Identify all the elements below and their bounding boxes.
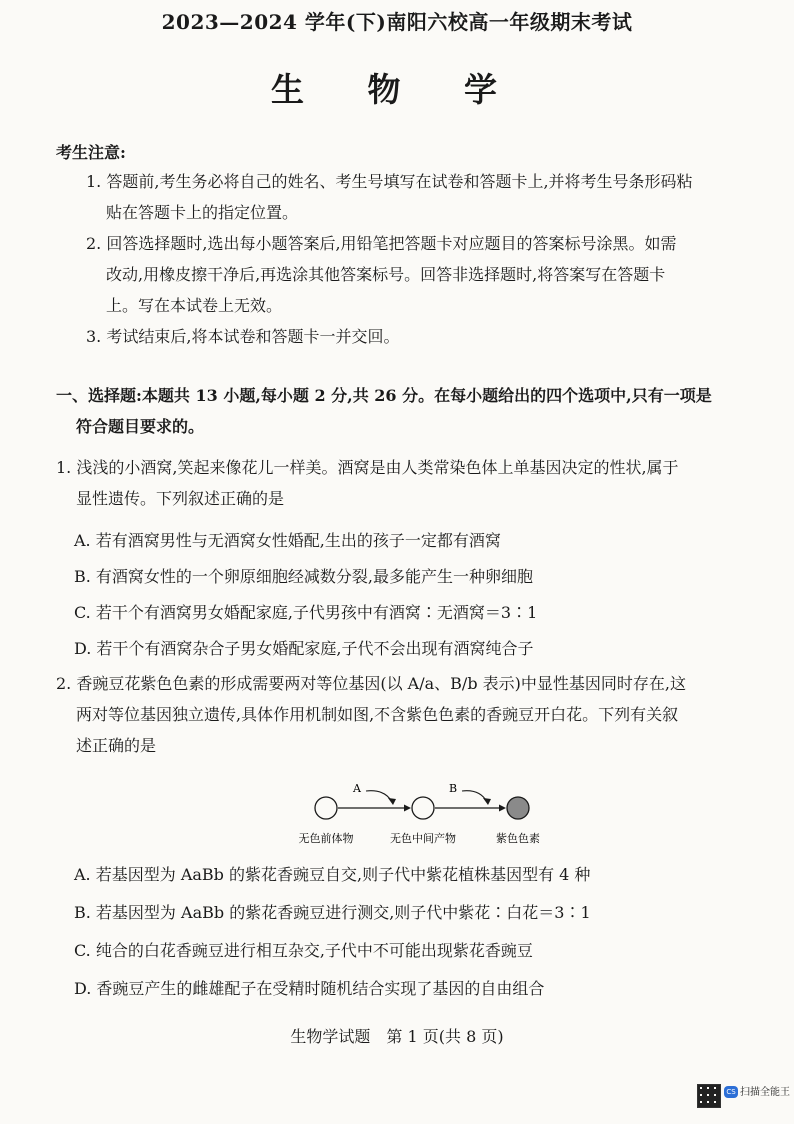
intermediate-label: 无色中间产物 <box>390 832 456 845</box>
section-heading-line-2: 符合题目要求的。 <box>76 417 205 436</box>
exam-title: 2023—2024 学年(下)南阳六校高一年级期末考试 <box>161 10 633 34</box>
enzyme-a-arrow <box>366 791 392 802</box>
section-heading-line-1: 一、选择题:本题共 13 小题,每小题 2 分,共 26 分。在每小题给出的四个选项中,只有一项是 <box>56 386 712 405</box>
precursor-node <box>315 797 337 819</box>
question-2-stem-line-1: 2. 香豌豆花紫色色素的形成需要两对等位基因(以 A/a、B/b 表示)中显性基因同时存在,这 <box>56 674 686 693</box>
pigment-node <box>507 797 529 819</box>
precursor-label: 无色前体物 <box>298 832 354 845</box>
notice-item-3 <box>86 321 766 352</box>
scanner-logo-icon: CS <box>724 1086 738 1098</box>
question-1-option-d: D. 若干个有酒窝杂合子男女婚配家庭,子代不会出现有酒窝纯合子 <box>74 639 534 658</box>
question-2-stem <box>56 668 774 761</box>
enzyme-a-label: A <box>353 782 361 795</box>
question-2-option-c: C. 纯合的白花香豌豆进行相互杂交,子代中不可能出现紫花香豌豆 <box>74 941 533 960</box>
question-2-option-a: A. 若基因型为 AaBb 的紫花香豌豆自交,则子代中紫花植株基因型有 4 种 <box>74 865 591 884</box>
question-1-stem-line-2: 显性遗传。下列叙述正确的是 <box>76 489 285 508</box>
notice-item-3-line-1: 3. 考试结束后,将本试卷和答题卡一并交回。 <box>86 327 400 346</box>
notice-item-2-line-2: 改动,用橡皮擦干净后,再选涂其他答案标号。回答非选择题时,将答案写在答题卡 <box>106 265 666 284</box>
question-1-stem <box>56 452 774 514</box>
arrow-1-head <box>404 805 411 812</box>
enzyme-b-arrow <box>462 791 487 802</box>
enzyme-b-arrow-head <box>483 798 491 805</box>
question-1-stem-line-1: 1. 浅浅的小酒窝,笑起来像花儿一样美。酒窝是由人类常染色体上单基因决定的性状,属于 <box>56 458 679 477</box>
question-1-option-c: C. 若干个有酒窝男女婚配家庭,子代男孩中有酒窝∶无酒窝＝3∶1 <box>74 603 538 622</box>
notice-heading: 考生注意: <box>56 143 126 162</box>
question-1-option-b: B. 有酒窝女性的一个卵原细胞经减数分裂,最多能产生一种卵细胞 <box>74 567 534 586</box>
intermediate-node <box>412 797 434 819</box>
question-2-stem-line-3: 述正确的是 <box>76 736 157 755</box>
section-heading <box>56 380 776 442</box>
question-2-option-d: D. 香豌豆产生的雌雄配子在受精时随机结合实现了基因的自由组合 <box>74 979 545 998</box>
subject-title: 生 物 学 <box>271 70 523 109</box>
scanner-watermark <box>724 1083 790 1098</box>
question-1-option-a: A. 若有酒窝男性与无酒窝女性婚配,生出的孩子一定都有酒窝 <box>74 531 501 550</box>
notice-item-1-line-2: 贴在答题卡上的指定位置。 <box>106 203 299 222</box>
notice-item-2-line-3: 上。写在本试卷上无效。 <box>106 296 283 315</box>
question-2-option-b: B. 若基因型为 AaBb 的紫花香豌豆进行测交,则子代中紫花∶白花＝3∶1 <box>74 903 591 922</box>
notice-item-2-line-1: 2. 回答选择题时,选出每小题答案后,用铅笔把答题卡对应题目的答案标号涂黑。如需 <box>86 234 677 253</box>
notice-item-1-line-1: 1. 答题前,考生务必将自己的姓名、考生号填写在试卷和答题卡上,并将考生号条形码粘 <box>86 172 693 191</box>
qr-code-icon <box>697 1084 721 1108</box>
scanner-brand-label: 扫描全能王 <box>740 1087 790 1098</box>
arrow-2-head <box>499 805 506 812</box>
page-footer: 生物学试题 第 1 页(共 8 页) <box>290 1027 504 1046</box>
enzyme-a-arrow-head <box>388 798 396 805</box>
pigment-label: 紫色色素 <box>496 832 540 845</box>
notice-item-1 <box>86 166 766 228</box>
notice-item-2 <box>86 228 766 321</box>
pigment-pathway-diagram <box>280 778 580 848</box>
question-2-stem-line-2: 两对等位基因独立遗传,具体作用机制如图,不含紫色色素的香豌豆开白花。下列有关叙 <box>76 705 679 724</box>
enzyme-b-label: B <box>449 782 458 795</box>
